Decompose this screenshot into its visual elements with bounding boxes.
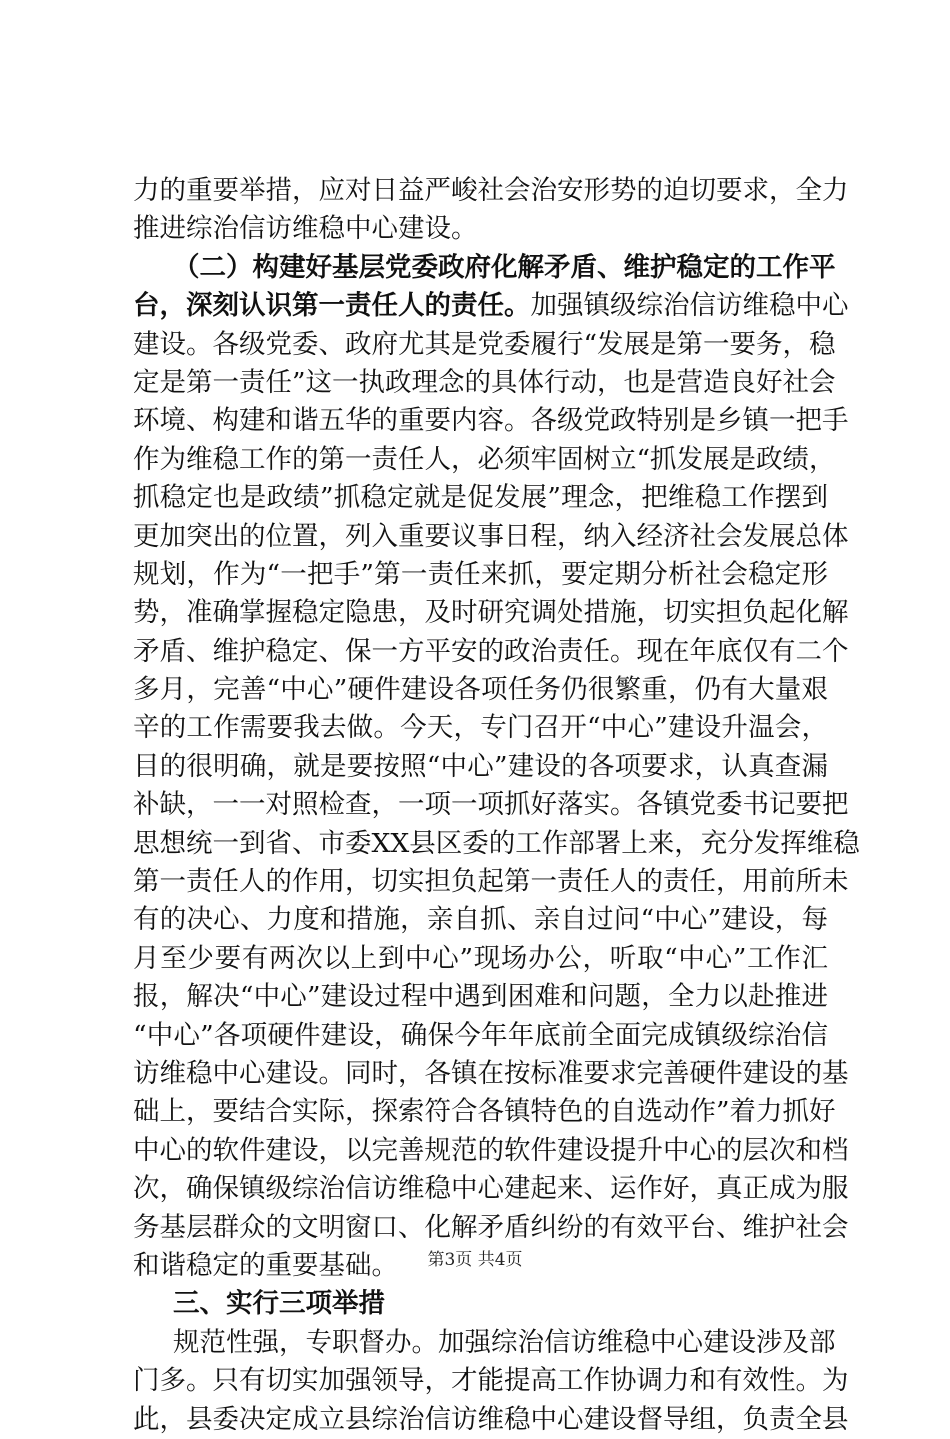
text-line bbox=[133, 287, 849, 325]
text-line: 多月，完善“中心”硬件建设各项任务仍很繁重，仍有大量艰 bbox=[133, 674, 828, 706]
text-line: “中心”各项硬件建设，确保今年年底前全面完成镇级综治信 bbox=[133, 1019, 828, 1051]
text-line: 月至少要有两次以上到中心”现场办公，听取“中心”工作汇 bbox=[133, 942, 828, 974]
text-line: 此，县委决定成立县综治信访维稳中心建设督导组，负责全县 bbox=[133, 1403, 849, 1435]
text-line: 抓稳定也是政绩”抓稳定就是促发展”理念，把维稳工作摆到 bbox=[133, 482, 828, 514]
text-line: 目的很明确，就是要按照“中心”建设的各项要求，认真查漏 bbox=[133, 750, 828, 782]
section-heading-line: （二）构建好基层党委政府化解矛盾、维护稳定的工作平 bbox=[173, 251, 836, 283]
text-line: 定是第一责任”这一执政理念的具体行动，也是营造良好社会 bbox=[133, 366, 836, 398]
text-line: 访维稳中心建设。同时，各镇在按标准要求完善硬件建设的基 bbox=[133, 1057, 849, 1089]
text-line: 规范性强，专职督办。加强综治信访维稳中心建设涉及部 bbox=[173, 1326, 836, 1358]
text-line: 更加突出的位置，列入重要议事日程，纳入经济社会发展总体 bbox=[133, 520, 849, 552]
text-line: 报，解决“中心”建设过程中遇到困难和问题，全力以赴推进 bbox=[133, 981, 828, 1013]
text-line: 中心的软件建设，以完善规范的软件建设提升中心的层次和档 bbox=[133, 1134, 849, 1166]
text-line: 次，确保镇级综治信访维稳中心建起来、运作好，真正成为服 bbox=[133, 1173, 849, 1205]
text-line: 务基层群众的文明窗口、化解矛盾纠纷的有效平台、维护社会 bbox=[133, 1211, 849, 1243]
text-line-tail: 加强镇级综治信访维稳中心 bbox=[530, 290, 849, 322]
text-line: 作为维稳工作的第一责任人，必须牢固树立“抓发展是政绩， bbox=[133, 443, 836, 475]
text-line: 环境、构建和谐五华的重要内容。各级党政特别是乡镇一把手 bbox=[133, 405, 849, 437]
text-line: 建设。各级党委、政府尤其是党委履行“发展是第一要务，稳 bbox=[133, 328, 836, 360]
text-line: 辛的工作需要我去做。今天，专门召开“中心”建设升温会， bbox=[133, 712, 828, 744]
text-line: 有的决心、力度和措施，亲自抓、亲自过问“中心”建设，每 bbox=[133, 904, 828, 936]
section-heading-tail: 台，深刻认识第一责任人的责任。 bbox=[133, 290, 531, 322]
text-line: 础上，要结合实际，探索符合各镇特色的自选动作”着力抓好 bbox=[133, 1096, 836, 1128]
text-line: 第一责任人的作用，切实担负起第一责任人的责任，用前所未 bbox=[133, 866, 849, 898]
text-line: 矛盾、维护稳定、保一方平安的政治责任。现在年底仅有二个 bbox=[133, 635, 849, 667]
text-line: 门多。只有切实加强领导，才能提高工作协调力和有效性。为 bbox=[133, 1365, 849, 1397]
section-heading: 三、实行三项举措 bbox=[173, 1288, 385, 1320]
text-line: 推进综治信访维稳中心建设。 bbox=[133, 213, 478, 245]
text-line: 力的重要举措，应对日益严峻社会治安形势的迫切要求，全力 bbox=[133, 175, 849, 206]
text-line: 补缺，一一对照检查，一项一项抓好落实。各镇党委书记要把 bbox=[133, 789, 849, 821]
text-line: 思想统一到省、市委XX县区委的工作部署上来，充分发挥维稳 bbox=[133, 827, 860, 859]
text-line: 势，准确掌握稳定隐患，及时研究调处措施，切实担负起化解 bbox=[133, 597, 849, 629]
page-number-footer: 第3页 共4页 bbox=[427, 1250, 523, 1270]
text-line: 规划，作为“一把手”第一责任来抓，要定期分析社会稳定形 bbox=[133, 558, 828, 590]
text-line: 和谐稳定的重要基础。 bbox=[133, 1249, 398, 1281]
